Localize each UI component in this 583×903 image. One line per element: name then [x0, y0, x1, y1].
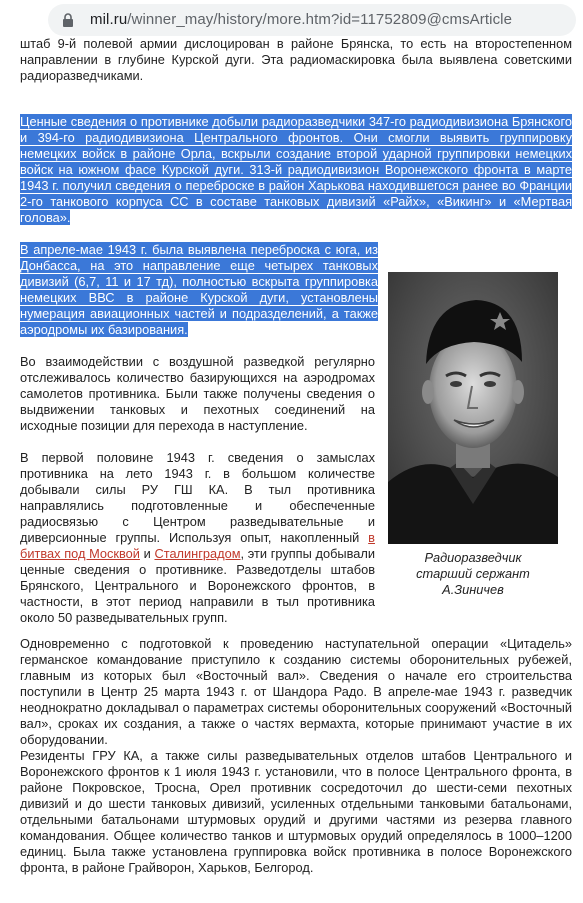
- article-paragraph-4: [20, 450, 375, 626]
- paragraph-4-and: и: [143, 546, 151, 561]
- url-text: [90, 11, 512, 28]
- paragraph-1-text-selected: Ценные сведения о противнике добыли радиоразведчики 347-го радиодивизиона Брянского и 394-го радиодивизиона Центрального фронтов. Они смогли выявить группировку немецких войск в районе Орла, вскрыли создание второй ударной группировки немецких войск на южном фасе Курской дуги. 313-й радиодивизион Воронежского фронта в марте 1943 г. получил сведения о переброске в район Харькова находившегося ранее во Франции 2-го танкового корпуса СС в составе танковых дивизий «Райх», «Викинг» и «Мертвая голова».: [20, 114, 572, 225]
- caption-line-2: старший сержант: [416, 566, 530, 581]
- url-path: /winner_may/history/more.htm?id=11752809@cmsArticle: [127, 11, 513, 28]
- article-paragraph-6: [20, 748, 572, 876]
- article-paragraph-0: [20, 36, 572, 84]
- caption-line-3: А.Зиничев: [442, 582, 504, 597]
- article-paragraph-3: [20, 354, 375, 434]
- paragraph-5-text: Одновременно с подготовкой к проведению наступательной операции «Цитадель» германское командование приступило к созданию системы оборонительных рубежей, главным из которых был «Восточный вал». Сведения о начале его строительства поступили в Центр 25 марта 1943 г. от Шандора Радо. В апреле-мае 1943 г. разведчик неоднократно докладывал о параметрах системы оборонительных сооружений «Восточный вал», сроках их создания, а также о частях вермахта, которые принимают участие в их оборудовании.: [20, 636, 572, 747]
- address-bar[interactable]: [48, 4, 576, 36]
- paragraph-6-text: Резиденты ГРУ КА, а также силы разведывательных отделов штабов Центрального и Воронежского фронтов к 1 июля 1943 г. установили, что в полосе Центрального фронта, в районе Покровское, Тросна, Орел противник сосредоточил до шести-семи пехотных дивизий и до шести танковых дивизий, усиленных отдельными танковыми батальонами, отдельными батальонами штурмовых орудий и другими частями из резерва главного командования. Общее количество танков и штурмовых орудий определялось в 1000–1200 единиц. Была также установлена группировка войск противника в полосе Воронежского фронта, в районе Грайворон, Харьков, Белгород.: [20, 748, 572, 875]
- article-paragraph-1: [20, 114, 572, 226]
- paragraph-3-text: Во взаимодействии с воздушной разведкой регулярно отслеживалось количество базирующихся на аэродромах самолетов противника. Были также получены сведения о выдвижении танковых и пехотных соединений на исходные позиции для перехода в наступление.: [20, 354, 375, 433]
- paragraph-4-text-a: В первой половине 1943 г. сведения о замыслах противника на лето 1943 г. в большом количестве добывали силы РУ ГШ КА. В тыл противника направлялись подготовленные и обеспеченные радиосвязью с Центром разведывательные и диверсионные группы. Используя опыт, накопленный: [20, 450, 375, 545]
- paragraph-4-text-b: , эти группы добывали ценные сведения о противнике. Разведотделы штабов Брянского, Центрального и Воронежского фронтов, в частности, в этот период направили в тыл противника около 50 разведывательных групп.: [20, 546, 375, 625]
- article-content: [0, 36, 583, 903]
- lock-icon: [62, 13, 74, 27]
- link-stalingrad[interactable]: Сталинградом: [154, 546, 241, 561]
- soldier-portrait-image: [388, 272, 558, 544]
- link-moscow-battle[interactable]: в битвах под Москвой: [20, 530, 375, 561]
- paragraph-2-text-selected: В апреле-мае 1943 г. была выявлена переброска с юга, из Донбасса, на это направление еще четырех танковых дивизий (6,7, 11 и 17 тд), полностью вскрыта группировка немецких ВВС в районе Курской дуги, установлены нумерация авиационных частей и подразделений, а также аэродромы их базирования.: [20, 242, 378, 337]
- caption-line-1: Радиоразведчик: [424, 550, 522, 565]
- photo-caption: [388, 550, 558, 598]
- url-host: mil.ru: [90, 11, 128, 28]
- soldier-photo: [388, 272, 558, 544]
- article-paragraph-2: [20, 242, 378, 338]
- article-paragraph-5: [20, 636, 572, 748]
- paragraph-0-text: штаб 9-й полевой армии дислоцирован в районе Брянска, то есть на второстепенном направлении в глубине Курской дуги. Эта радиомаскировка была выявлена советскими радиоразведчиками.: [20, 36, 572, 83]
